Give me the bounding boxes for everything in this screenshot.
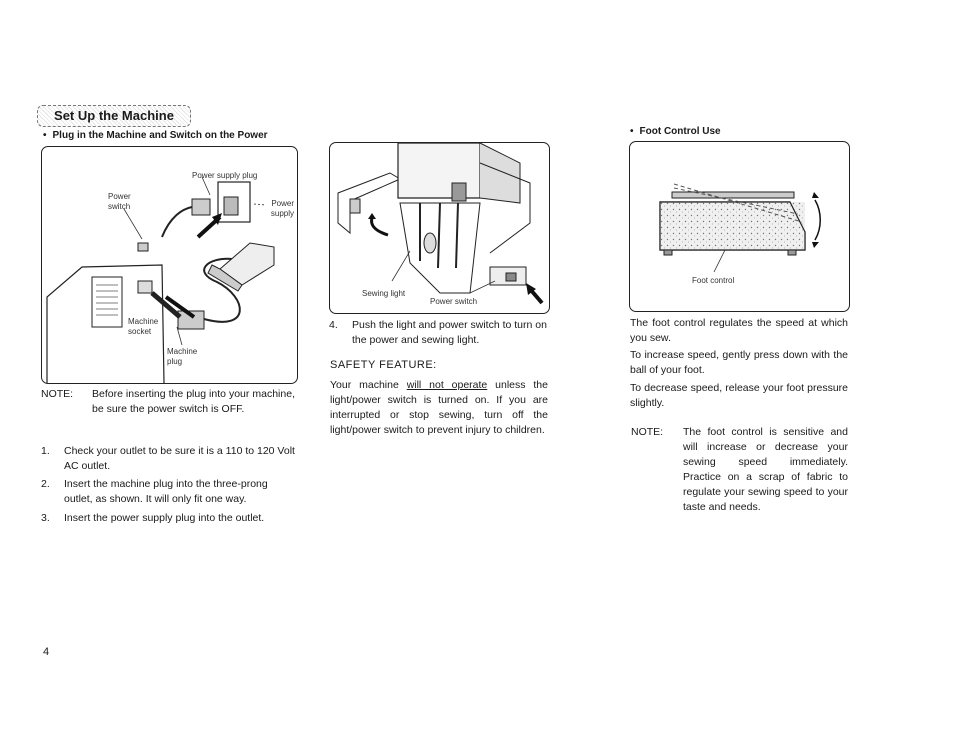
label-foot-control: Foot control [692,276,735,285]
label-machine-plug: Machine plug [167,347,198,366]
safety-text [330,378,548,438]
foot-control-illustration [630,142,849,311]
step-3-num: 3. [41,512,50,524]
right-note-label: NOTE: [631,426,664,438]
right-heading: • Foot Control Use [630,126,721,137]
label-power-switch: Power switch [108,192,131,211]
label-machine-socket: Machine socket [128,317,159,336]
label-power-supply: Power supply [270,199,294,218]
safety-heading: SAFETY FEATURE: [330,359,437,371]
right-note-text: The foot control is sensitive and will increase or decrease your sewing speed immediately. Practice on a scrap of fabric to regulate your sewing speed to your taste and needs. [683,426,848,513]
step-2-text: Insert the machine plug into the three-prong outlet, as shown. It will only fit one way. [64,478,268,505]
step-4-num: 4. [329,319,338,331]
foot-control-figure [629,141,850,312]
safety-text-post: unless the light/power switch is turned on. If you are interrupted or stop sewing, turn off the light/power switch to prevent injury to children. [330,379,548,436]
page-number: 4 [43,646,50,658]
step-3-text: Insert the power supply plug into the outlet. [64,512,265,524]
step-1-text: Check your outlet to be sure it is a 110 to 120 Volt AC outlet. [64,445,295,472]
foot-para-3: To decrease speed, release your foot pressure slightly. [630,382,848,409]
safety-text-underlined: will not operate [406,379,488,391]
label-sewing-light: Sewing light [362,289,406,298]
label-power-switch-2: Power switch [430,297,478,306]
power-figure [41,146,298,384]
step-1-num: 1. [41,445,50,457]
safety-text-pre: Your machine [330,379,407,391]
light-switch-figure [329,142,550,314]
left-note-text: Before inserting the plug into your machine, be sure the power switch is OFF. [92,388,295,415]
left-heading: • Plug in the Machine and Switch on the Power [43,130,268,141]
foot-para-1: The foot control regulates the speed at which you sew. [630,317,848,344]
step-2-num: 2. [41,478,50,490]
left-note-label: NOTE: [41,388,74,400]
machine-head-illustration [330,143,549,313]
section-title: Set Up the Machine [37,105,191,127]
label-power-supply-plug: Power supply plug [192,171,258,180]
foot-para-2: To increase speed, gently press down with the ball of your foot. [630,349,848,376]
step-4-text: Push the light and power switch to turn on the power and sewing light. [352,319,547,346]
